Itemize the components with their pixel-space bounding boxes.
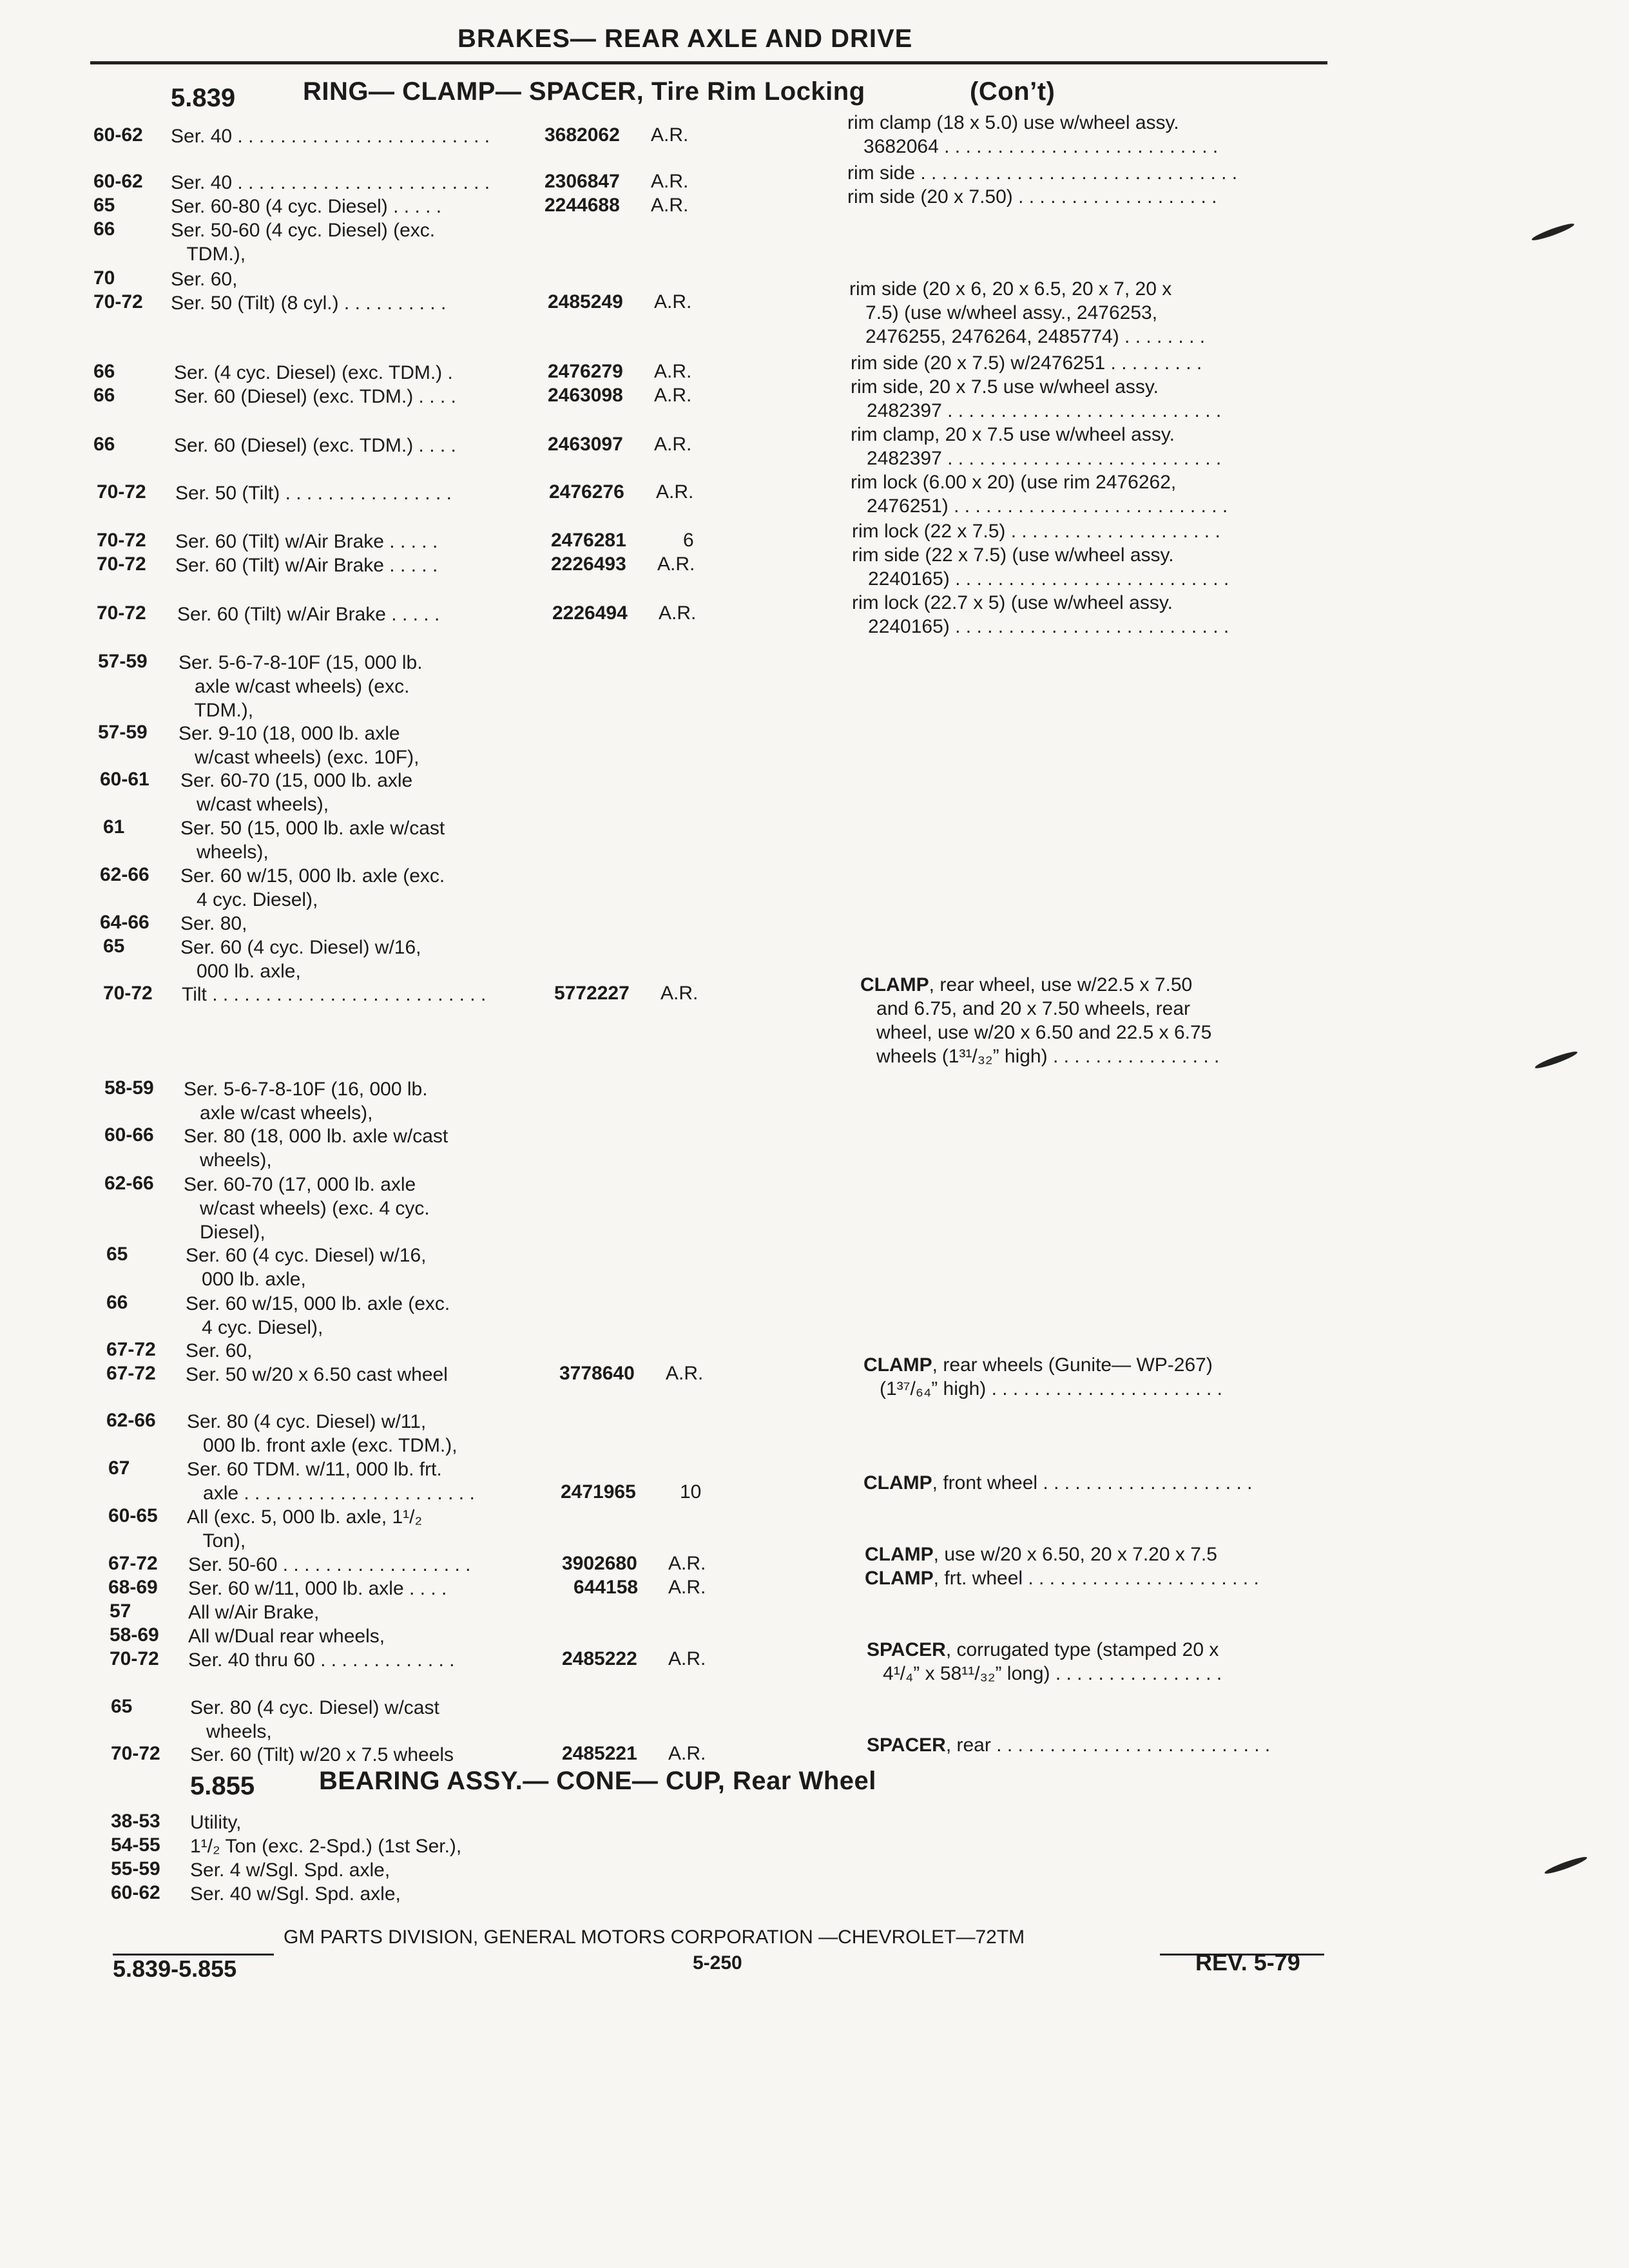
quantity: A.R. [656,481,694,503]
year-range: 66 [93,434,115,455]
part-description: rim side (20 x 6, 20 x 6.5, 20 x 7, 20 x 7.5) (use w/wheel assy., 2476253, 2476255, 2476264, 2485774) . . . . . . . . [849,278,1206,347]
year-range: 57 [110,1600,131,1622]
application-text: Ser. 4 w/Sgl. Spd. axle, [190,1860,390,1881]
application-text: Ser. 40 . . . . . . . . . . . . . . . . . . . . . . . . [171,126,490,147]
part-number: 2226493 [551,553,626,575]
year-range: 70-72 [93,291,143,312]
year-range: 60-66 [104,1124,154,1146]
part-description: rim lock (6.00 x 20) (use rim 2476262, 2476251) . . . . . . . . . . . . . . . . . . . . . . . . . . [851,472,1228,517]
year-range: 67 [108,1457,130,1479]
application-text: All w/Dual rear wheels, [188,1626,385,1647]
year-range: 57-59 [98,722,148,743]
part-number: 644158 [574,1577,639,1598]
application-text: Ser. 5-6-7-8-10F (15, 000 lb. axle w/cast wheels) (exc. TDM.), [178,652,423,721]
year-range: 65 [111,1696,133,1717]
quantity: A.R. [654,385,692,406]
quantity: A.R. [668,1648,706,1669]
part-description: rim side (20 x 7.5) w/2476251 . . . . . . . . . [851,352,1202,374]
year-range: 70-72 [111,1743,160,1764]
year-range: 65 [93,195,115,216]
part-description: rim lock (22 x 7.5) . . . . . . . . . . . . . . . . . . . . [852,521,1220,542]
application-text: Tilt . . . . . . . . . . . . . . . . . . . . . . . . . . [182,984,487,1005]
section-title: BEARING ASSY.— CONE— CUP, Rear Wheel [319,1767,876,1795]
application-text: Ser. 60 (Diesel) (exc. TDM.) . . . . [174,386,456,407]
part-number: 3902680 [562,1553,637,1574]
application-text: Ser. 60-80 (4 cyc. Diesel) . . . . . [171,196,442,217]
section-number: 5.855 [190,1772,255,1800]
part-description: rim side, 20 x 7.5 use w/wheel assy. 2482397 . . . . . . . . . . . . . . . . . . . . . . . . . . [851,376,1222,421]
part-number: 2226494 [552,602,628,624]
quantity: A.R. [668,1743,706,1764]
year-range: 70-72 [110,1648,159,1669]
part-description: rim side . . . . . . . . . . . . . . . . . . . . . . . . . . . . . . [847,162,1238,184]
quantity: 10 [680,1481,702,1503]
part-number: 2485222 [562,1648,637,1669]
application-text: Ser. 60-70 (15, 000 lb. axle w/cast wheels), [180,770,413,815]
section-number: 5.839 [171,84,236,112]
year-range: 60-62 [93,171,143,192]
year-range: 38-53 [111,1811,160,1832]
application-text: Ser. 50-60 (4 cyc. Diesel) (exc. TDM.), [171,220,436,265]
application-text: Ser. 5-6-7-8-10F (16, 000 lb. axle w/cast wheels), [184,1079,428,1124]
year-range: 66 [106,1292,128,1313]
quantity: A.R. [660,983,699,1004]
application-text: Ser. 60 (4 cyc. Diesel) w/16, 000 lb. axle, [180,937,421,982]
part-number: 2463098 [548,385,623,406]
year-range: 67-72 [106,1363,156,1384]
part-number: 3778640 [559,1363,635,1384]
quantity: A.R. [654,291,692,312]
application-text: Ser. 50 w/20 x 6.50 cast wheel [186,1364,448,1385]
quantity: A.R. [651,124,689,146]
year-range: 70-72 [97,481,146,503]
year-range: 70-72 [97,553,146,575]
page-number: 5-250 [693,1952,742,1974]
year-range: 62-66 [104,1173,154,1194]
application-text: Ser. 9-10 (18, 000 lb. axle w/cast wheels) (exc. 10F), [178,723,419,768]
application-text: Ser. 50 (Tilt) (8 cyl.) . . . . . . . . . . [171,293,447,314]
part-number: 3682062 [545,124,620,146]
application-text: Ser. 60 (Diesel) (exc. TDM.) . . . . [174,435,456,456]
binder-mark [1530,221,1575,242]
part-description: SPACER, rear . . . . . . . . . . . . . . . . . . . . . . . . . . [867,1735,1271,1756]
part-number: 2476281 [551,530,626,551]
year-range: 70-72 [103,983,153,1004]
quantity: A.R. [659,602,697,624]
application-text: Ser. 80, [180,913,247,934]
quantity: A.R. [651,195,689,216]
application-text: Ser. 60 w/15, 000 lb. axle (exc. 4 cyc. Diesel), [186,1293,450,1338]
year-range: 70 [93,267,115,289]
part-description: rim clamp (18 x 5.0) use w/wheel assy. 3682064 . . . . . . . . . . . . . . . . . . . . . . . . . . [847,112,1219,157]
application-text: Ser. 60 w/11, 000 lb. axle . . . . [188,1578,447,1599]
application-text: Ser. 60, [171,269,238,290]
application-text: Ser. 50 (Tilt) . . . . . . . . . . . . . . . . [175,483,452,504]
part-number: 2471965 [561,1481,636,1503]
part-description: rim clamp, 20 x 7.5 use w/wheel assy. 2482397 . . . . . . . . . . . . . . . . . . . . . . . . . . [851,424,1222,469]
application-text: Ser. 60 (Tilt) w/Air Brake . . . . . [177,604,440,625]
part-description: CLAMP, use w/20 x 6.50, 20 x 7.20 x 7.5 [865,1544,1217,1565]
application-text: Ser. 50 (15, 000 lb. axle w/cast wheels), [180,818,445,863]
year-range: 66 [93,385,115,406]
application-text: Ser. 50-60 . . . . . . . . . . . . . . . . . . [188,1554,471,1575]
application-text: Ser. 80 (4 cyc. Diesel) w/11, 000 lb. front axle (exc. TDM.), [187,1411,458,1456]
quantity: A.R. [668,1577,706,1598]
year-range: 66 [93,218,115,240]
part-description: CLAMP, rear wheels (Gunite— WP-267) (1³⁷/₆₄” high) . . . . . . . . . . . . . . . . . . . . . . [863,1354,1222,1399]
year-range: 62-66 [106,1410,156,1431]
year-range: 60-62 [111,1882,160,1903]
year-range: 60-62 [93,124,143,146]
application-text: Ser. 60 w/15, 000 lb. axle (exc. 4 cyc. Diesel), [180,865,445,910]
application-text: All (exc. 5, 000 lb. axle, 1¹/₂ Ton), [187,1506,423,1552]
part-number: 2463097 [548,434,623,455]
application-text: Ser. 80 (18, 000 lb. axle w/cast wheels), [184,1126,448,1171]
year-range: 58-59 [104,1077,154,1099]
part-description: rim side (20 x 7.50) . . . . . . . . . . . . . . . . . . . [847,186,1217,207]
binder-mark [1534,1049,1578,1070]
application-text: Ser. 60-70 (17, 000 lb. axle w/cast wheels) (exc. 4 cyc. Diesel), [184,1174,430,1243]
application-text: Ser. 80 (4 cyc. Diesel) w/cast wheels, [190,1697,439,1742]
binder-mark [1543,1854,1588,1876]
year-range: 58-69 [110,1624,159,1646]
application-text: Ser. 60 TDM. w/11, 000 lb. frt. axle . . . . . . . . . . . . . . . . . . . . . . [187,1459,475,1504]
part-description: rim side (22 x 7.5) (use w/wheel assy. 2240165) . . . . . . . . . . . . . . . . . . . . . . . . . . [852,544,1229,590]
year-range: 67-72 [106,1339,156,1360]
application-text: Ser. 60 (Tilt) w/20 x 7.5 wheels [190,1744,454,1765]
year-range: 62-66 [100,864,149,885]
quantity: A.R. [668,1553,706,1574]
part-number: 2244688 [545,195,620,216]
part-number: 2485221 [562,1743,637,1764]
part-number: 2476276 [549,481,624,503]
year-range: 61 [103,816,125,838]
year-range: 68-69 [108,1577,158,1598]
page-header: BRAKES— REAR AXLE AND DRIVE [458,24,913,53]
part-number: 2306847 [545,171,620,192]
application-text: Ser. 60 (4 cyc. Diesel) w/16, 000 lb. axle, [186,1245,427,1290]
header-rule [90,61,1327,64]
year-range: 60-61 [100,769,149,790]
year-range: 66 [93,361,115,382]
quantity: 6 [683,530,694,551]
year-range: 70-72 [97,602,146,624]
section-title: RING— CLAMP— SPACER, Tire Rim Locking [303,77,865,106]
application-text: Ser. 40 w/Sgl. Spd. axle, [190,1883,401,1905]
part-description: CLAMP, front wheel . . . . . . . . . . . . . . . . . . . . [863,1472,1253,1494]
part-number: 2476279 [548,361,623,382]
year-range: 67-72 [108,1553,158,1574]
section-continued: (Con’t) [970,77,1055,106]
application-text: All w/Air Brake, [188,1602,320,1623]
application-text: Ser. 60, [186,1340,253,1361]
part-number: 2485249 [548,291,623,312]
part-description: CLAMP, rear wheel, use w/22.5 x 7.50 and 6.75, and 20 x 7.50 wheels, rear wheel, use w/20 x 6.50 and 22.5 x 6.75 wheels (1³¹/₃₂” high) . . . . . . . . . . . . . . . . [860,974,1220,1067]
part-description: rim lock (22.7 x 5) (use w/wheel assy. 2240165) . . . . . . . . . . . . . . . . . . . . . . . . . . [852,592,1229,637]
application-text: Ser. 40 thru 60 . . . . . . . . . . . . . [188,1649,455,1671]
application-text: Ser. 60 (Tilt) w/Air Brake . . . . . [175,555,438,576]
application-text: Ser. (4 cyc. Diesel) (exc. TDM.) . [174,362,453,383]
quantity: A.R. [654,434,692,455]
year-range: 65 [103,936,125,957]
application-text: Ser. 60 (Tilt) w/Air Brake . . . . . [175,531,438,552]
quantity: A.R. [654,361,692,382]
quantity: A.R. [657,553,695,575]
part-description: SPACER, corrugated type (stamped 20 x 4¹/₄” x 58¹¹/₃₂” long) . . . . . . . . . . . . . . . . [867,1639,1222,1684]
year-range: 60-65 [108,1505,158,1526]
application-text: 1¹/₂ Ton (exc. 2-Spd.) (1st Ser.), [190,1836,462,1857]
year-range: 54-55 [111,1834,160,1856]
year-range: 65 [106,1244,128,1265]
year-range: 57-59 [98,651,148,672]
part-description: CLAMP, frt. wheel . . . . . . . . . . . . . . . . . . . . . . [865,1568,1259,1589]
year-range: 55-59 [111,1858,160,1879]
year-range: 64-66 [100,912,149,933]
publisher-line: GM PARTS DIVISION, GENERAL MOTORS CORPORATION —CHEVROLET—72TM [284,1927,1025,1948]
year-range: 70-72 [97,530,146,551]
revision: REV. 5-79 [1195,1949,1300,1975]
application-text: Utility, [190,1812,242,1833]
quantity: A.R. [666,1363,704,1384]
part-number: 5772227 [554,983,630,1004]
section-range: 5.839-5.855 [113,1956,237,1982]
quantity: A.R. [651,171,689,192]
application-text: Ser. 40 . . . . . . . . . . . . . . . . . . . . . . . . [171,172,490,193]
